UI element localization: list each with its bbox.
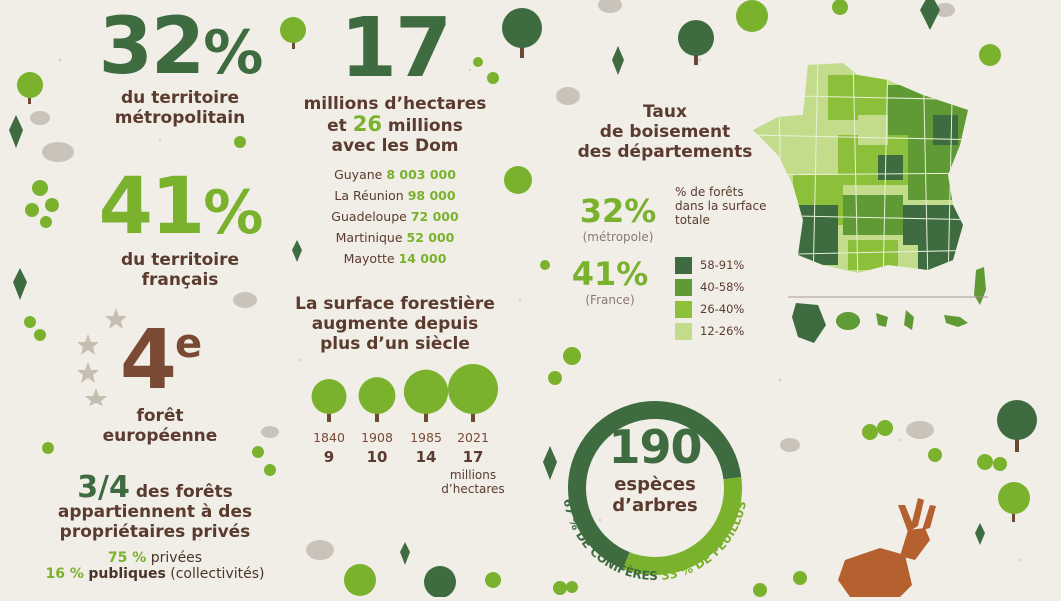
dom-row	[290, 248, 500, 269]
stat-label: du territoire métropolitain	[114, 88, 246, 128]
legend-item	[675, 254, 744, 276]
growth-value-label: 14	[415, 448, 437, 466]
growth-year-label: 1985	[410, 430, 442, 445]
dom-list	[290, 164, 500, 269]
stat-label: du territoire français	[121, 250, 239, 290]
stat-value: 17	[339, 1, 451, 96]
mayotte	[944, 315, 968, 327]
growth-tree	[312, 379, 347, 422]
legend-swatch	[675, 257, 692, 274]
dom-name: Martinique	[335, 230, 403, 245]
dom-value: 8 003 000	[386, 167, 456, 182]
growth-tree	[404, 370, 448, 422]
stat-label: (France)	[585, 293, 635, 307]
growth-value-label: 10	[366, 448, 388, 466]
growth-unit-label: millions	[449, 468, 497, 482]
legend-item	[675, 276, 744, 298]
deer-illustration	[838, 498, 936, 597]
ownership-block	[20, 470, 290, 582]
legend-item	[675, 320, 744, 342]
species-value: 190	[608, 420, 702, 474]
dom-name: Guadeloupe	[331, 209, 407, 224]
dom-row	[290, 164, 500, 185]
stat-rank	[90, 313, 230, 446]
france-map	[748, 55, 988, 345]
stat-label: (métropole)	[582, 230, 654, 244]
dom-name: La Réunion	[334, 188, 404, 203]
map-title: Taux de boisement des départements	[577, 102, 753, 162]
legend-item	[675, 298, 744, 320]
map-legend-title: % de forêts dans la surface totale	[675, 185, 767, 227]
legend-swatch	[675, 301, 692, 318]
dom-value: 14 000	[398, 251, 447, 266]
map-stat-metro	[568, 192, 668, 244]
growth-tree	[359, 377, 396, 422]
stat-label: forêt européenne	[102, 406, 218, 446]
stat-value: 32%	[98, 2, 262, 92]
legend-swatch	[675, 323, 692, 340]
dom-row	[290, 185, 500, 206]
guyane	[792, 303, 826, 343]
species-label: espèces d’arbres	[612, 474, 698, 516]
dom-value: 98 000	[407, 188, 456, 203]
conifers-label: 67 % DE CONIFÈRES	[560, 497, 659, 584]
growth-value-label: 17	[462, 448, 484, 466]
broadleaf-label: 33 % DE FEUILLUS	[657, 499, 749, 583]
ownership-title: 3/4 des forêts appartiennent à des propriétaires privés	[57, 470, 253, 542]
growth-value-label: 9	[323, 448, 335, 466]
growth-year-label: 2021	[457, 430, 489, 445]
growth-tree	[448, 364, 498, 422]
stat-territory-fr	[50, 162, 310, 290]
la-reunion	[836, 312, 860, 330]
guadeloupe	[876, 313, 888, 327]
dom-row	[290, 206, 500, 227]
stat-value: 41%	[571, 255, 649, 293]
growth-year-label: 1840	[313, 430, 345, 445]
stat-value: 4e	[119, 313, 201, 408]
stat-territory-metro	[50, 2, 310, 128]
legend-swatch	[675, 279, 692, 296]
martinique	[904, 310, 914, 330]
stat-label: millions d’hectares et 26 millions avec les Dom	[303, 94, 487, 156]
corsica	[974, 267, 986, 305]
ownership-public: 16 % publiques (collectivités)	[45, 566, 265, 582]
dom-name: Guyane	[334, 167, 383, 182]
species-center	[590, 420, 720, 516]
dom-value: 52 000	[406, 230, 455, 245]
dom-row	[290, 227, 500, 248]
growth-title: La surface forestière augmente depuis plus d’un siècle	[295, 294, 495, 354]
map-stat-france	[560, 255, 660, 307]
stat-value: 32%	[579, 192, 657, 230]
legend-label: 58-91%	[700, 258, 745, 272]
ownership-private: 75 % privées	[107, 550, 203, 566]
departments	[748, 55, 988, 285]
growth-block	[290, 294, 500, 354]
map-legend	[675, 254, 744, 342]
stat-value: 41%	[98, 162, 262, 252]
dom-name: Mayotte	[343, 251, 395, 266]
dom-value: 72 000	[410, 209, 459, 224]
legend-label: 12-26%	[700, 324, 745, 338]
stat-hectares	[290, 1, 500, 269]
growth-unit-label: d’hectares	[441, 482, 505, 495]
legend-label: 26-40%	[700, 302, 745, 316]
growth-year-label: 1908	[361, 430, 393, 445]
growth-chart	[300, 355, 510, 495]
legend-label: 40-58%	[700, 280, 745, 294]
